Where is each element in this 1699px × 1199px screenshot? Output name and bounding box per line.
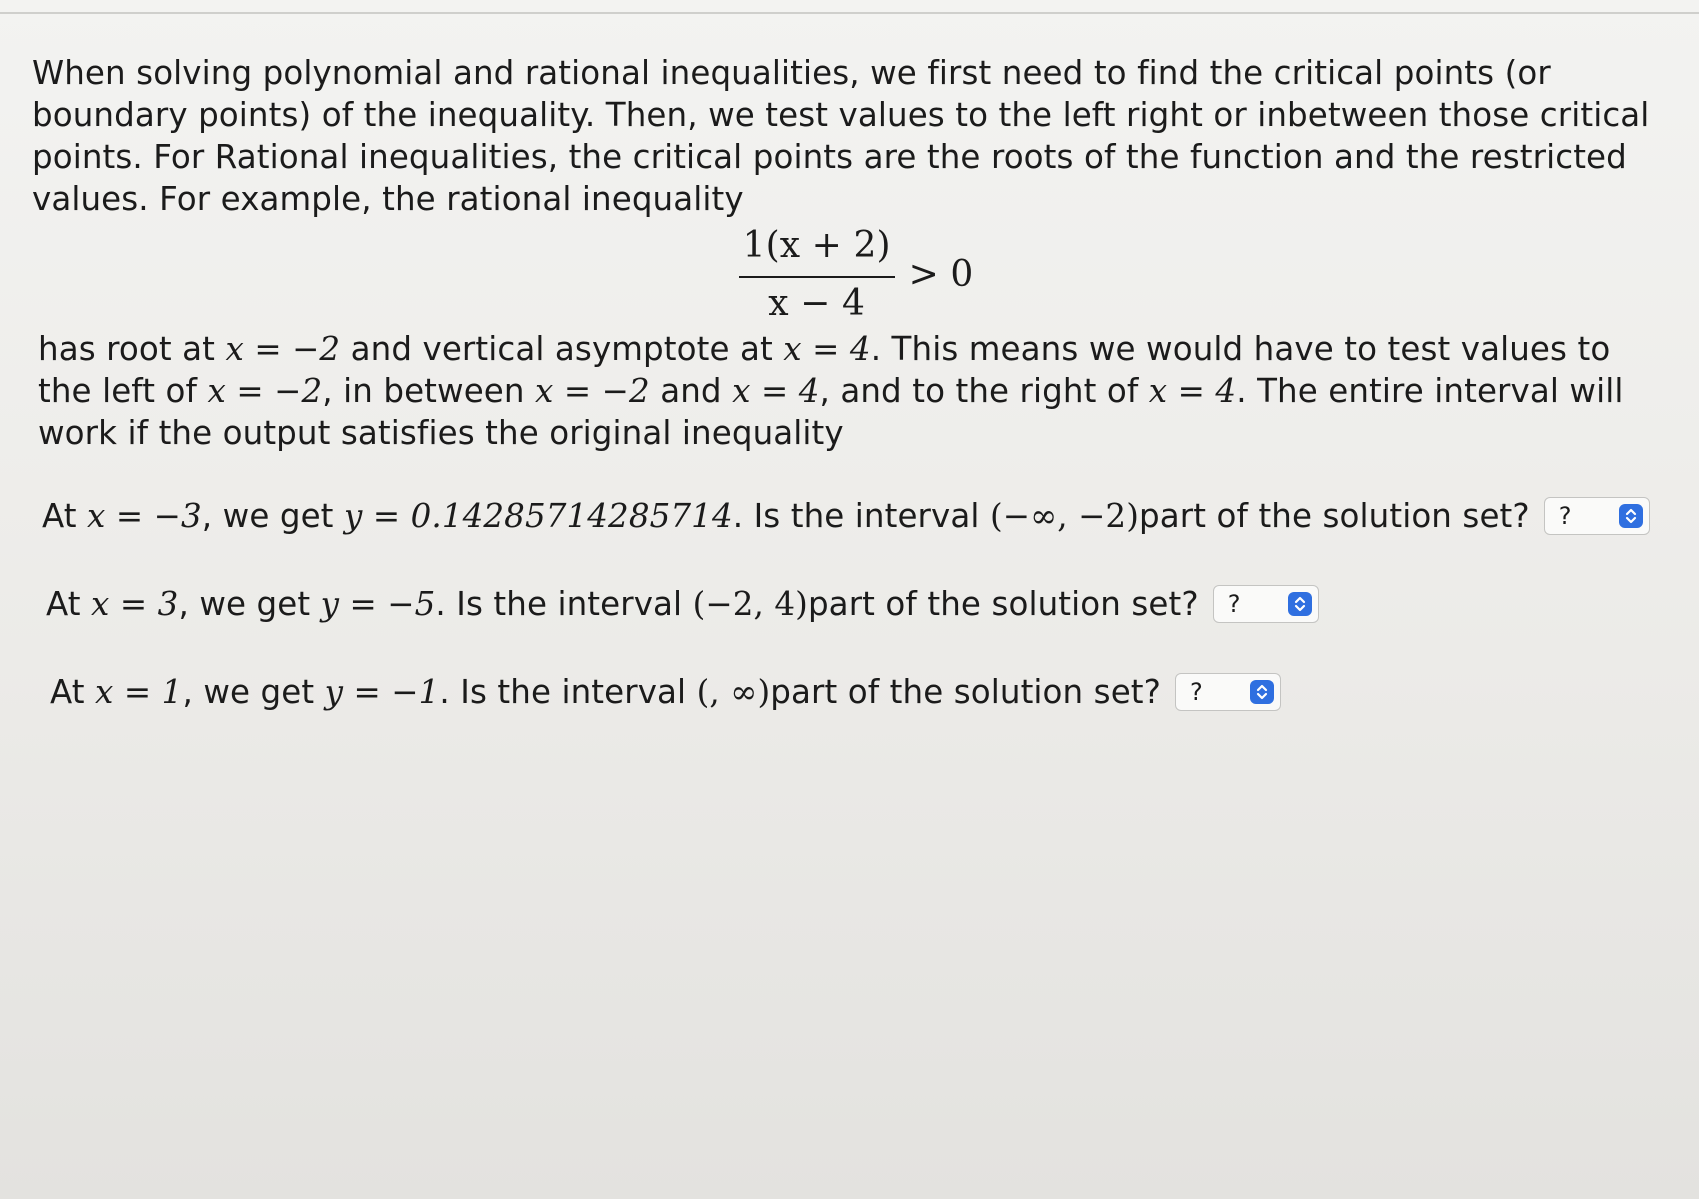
math-between-a: x = −2	[535, 372, 650, 410]
question-text: part of the solution set?	[807, 585, 1199, 623]
question-y: y = −5	[320, 585, 436, 623]
select-value: ?	[1227, 590, 1241, 618]
question-content	[32, 52, 1652, 718]
question-text: At	[42, 497, 77, 535]
inequality-relation: > 0	[908, 254, 974, 295]
question-text: , we get	[182, 673, 315, 711]
question-interval: (−2, 4)	[692, 585, 808, 623]
question-text: part of the solution set?	[770, 673, 1161, 711]
question-row-3	[50, 666, 1652, 718]
question-text: At	[46, 585, 81, 623]
explanation-text: . The entire interval will work if the output satisfies the original inequality	[38, 372, 1624, 452]
question-text: , we get	[178, 585, 311, 623]
question-text: part of the solution set?	[1139, 497, 1530, 535]
question-y: y = −1	[324, 673, 440, 711]
question-text: . Is the interval	[435, 585, 683, 623]
explanation-text: and	[649, 372, 733, 410]
explanation-paragraph	[38, 328, 1652, 454]
question-row-2	[46, 578, 1652, 630]
answer-select[interactable]	[1213, 585, 1319, 623]
fraction-denominator: x − 4	[768, 283, 865, 324]
question-text: . Is the interval	[732, 497, 980, 535]
updown-chevron-icon	[1250, 680, 1274, 704]
explanation-text: and vertical asymptote at	[340, 330, 784, 368]
fraction-numerator: 1(x + 2)	[739, 226, 895, 278]
select-value: ?	[1558, 502, 1572, 530]
question-text: , we get	[201, 497, 334, 535]
question-x: x = −3	[87, 497, 202, 535]
question-text: . Is the interval	[439, 673, 687, 711]
math-between-b: x = 4	[732, 372, 820, 410]
intro-paragraph: When solving polynomial and rational inequalities, we first need to find the critical points (or boundary points) of the inequality. Then, we test values to the left right or inbetween those critical points. For Rational inequalities, the critical points are the roots of the function and the restricted values. For example, the rational inequality	[32, 54, 1650, 218]
answer-select[interactable]	[1175, 673, 1281, 711]
updown-chevron-icon	[1288, 592, 1312, 616]
math-right: x = 4	[1148, 372, 1237, 410]
question-interval: (, ∞)	[696, 673, 771, 711]
question-text: At	[50, 673, 85, 711]
question-row-1	[42, 490, 1652, 542]
answer-select[interactable]	[1544, 497, 1650, 535]
question-x: x = 3	[91, 585, 179, 623]
question-y: y = 0.14285714285714	[343, 497, 733, 535]
fraction	[739, 226, 895, 324]
explanation-text: , in between	[322, 372, 536, 410]
question-interval: (−∞, −2)	[989, 497, 1139, 535]
math-asymptote: x = 4	[783, 330, 871, 368]
question-x: x = 1	[95, 673, 183, 711]
math-root: x = −2	[225, 330, 341, 368]
explanation-text: . This means we would have to test values to the left of	[38, 330, 1611, 410]
inequality-equation	[32, 222, 1652, 328]
explanation-text: has root at	[38, 330, 226, 368]
top-divider	[0, 12, 1699, 14]
math-left: x = −2	[207, 372, 323, 410]
updown-chevron-icon	[1619, 504, 1643, 528]
select-value: ?	[1190, 678, 1203, 706]
explanation-text: , and to the right of	[819, 372, 1149, 410]
